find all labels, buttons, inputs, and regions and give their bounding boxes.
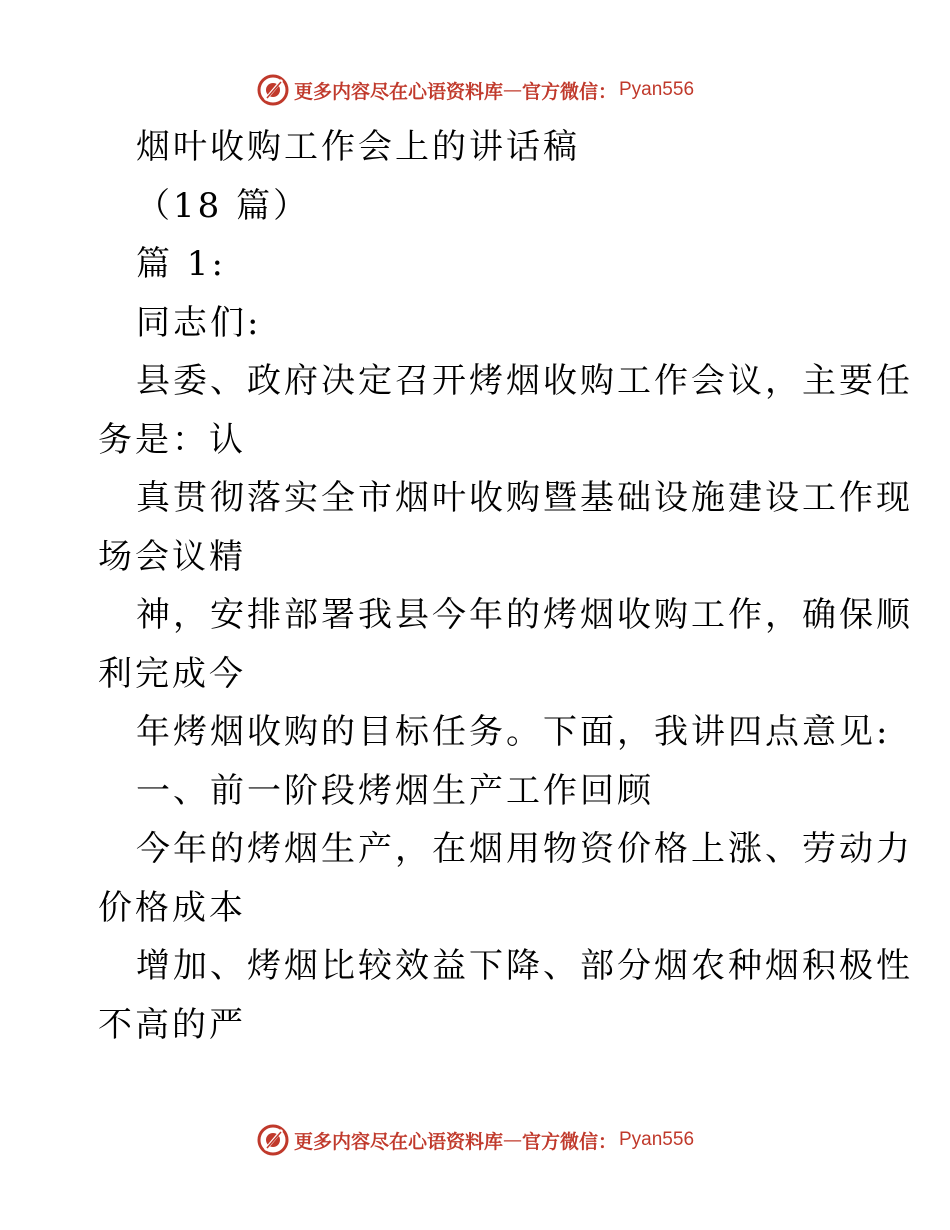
section-heading: 一、前一阶段烤烟生产工作回顾: [136, 770, 654, 811]
paragraph-line: 神，安排部署我县今年的烤烟收购工作，确保顺: [136, 595, 913, 635]
salutation: 同志们:: [136, 302, 262, 343]
banner-title: 更多内容尽在心语资料库: [293, 1130, 503, 1153]
paragraph-line: 县委、政府决定召开烤烟收购工作会议，主要任: [136, 361, 913, 401]
paragraph-line: 场会议精: [98, 536, 246, 577]
header-banner: [0, 70, 950, 110]
paragraph-line: 增加、烤烟比较效益下降、部分烟农种烟积极性: [136, 946, 913, 986]
banner-title: 更多内容尽在心语资料库: [293, 80, 503, 103]
brand-logo-icon: [256, 73, 290, 107]
banner-wechat-label: 官方微信：: [521, 80, 617, 103]
banner-separator: —: [502, 79, 522, 101]
paragraph-line: 不高的严: [98, 1004, 246, 1045]
brand-logo-icon: [256, 1123, 290, 1157]
document-subtitle: （18 篇）: [136, 185, 311, 226]
banner-wechat-id: Pyan556: [619, 79, 695, 100]
paragraph-line: 务是：认: [98, 419, 246, 460]
paragraph-line: 利完成今: [98, 653, 246, 694]
paragraph-line: 真贯彻落实全市烟叶收购暨基础设施建设工作现: [136, 478, 913, 518]
section-heading: 篇 1:: [136, 244, 226, 284]
paragraph-line: 今年的烤烟生产，在烟用物资价格上涨、劳动力: [136, 829, 913, 869]
paragraph-line: 价格成本: [98, 887, 246, 928]
banner-separator: —: [502, 1129, 522, 1151]
banner-wechat-id: Pyan556: [619, 1129, 695, 1150]
document-body: [98, 118, 913, 1054]
banner-wechat-label: 官方微信：: [521, 1130, 617, 1153]
paragraph-line: 年烤烟收购的目标任务。下面，我讲四点意见:: [136, 712, 891, 752]
footer-banner: [0, 1120, 950, 1160]
document-title: 烟叶收购工作会上的讲话稿: [136, 127, 580, 167]
